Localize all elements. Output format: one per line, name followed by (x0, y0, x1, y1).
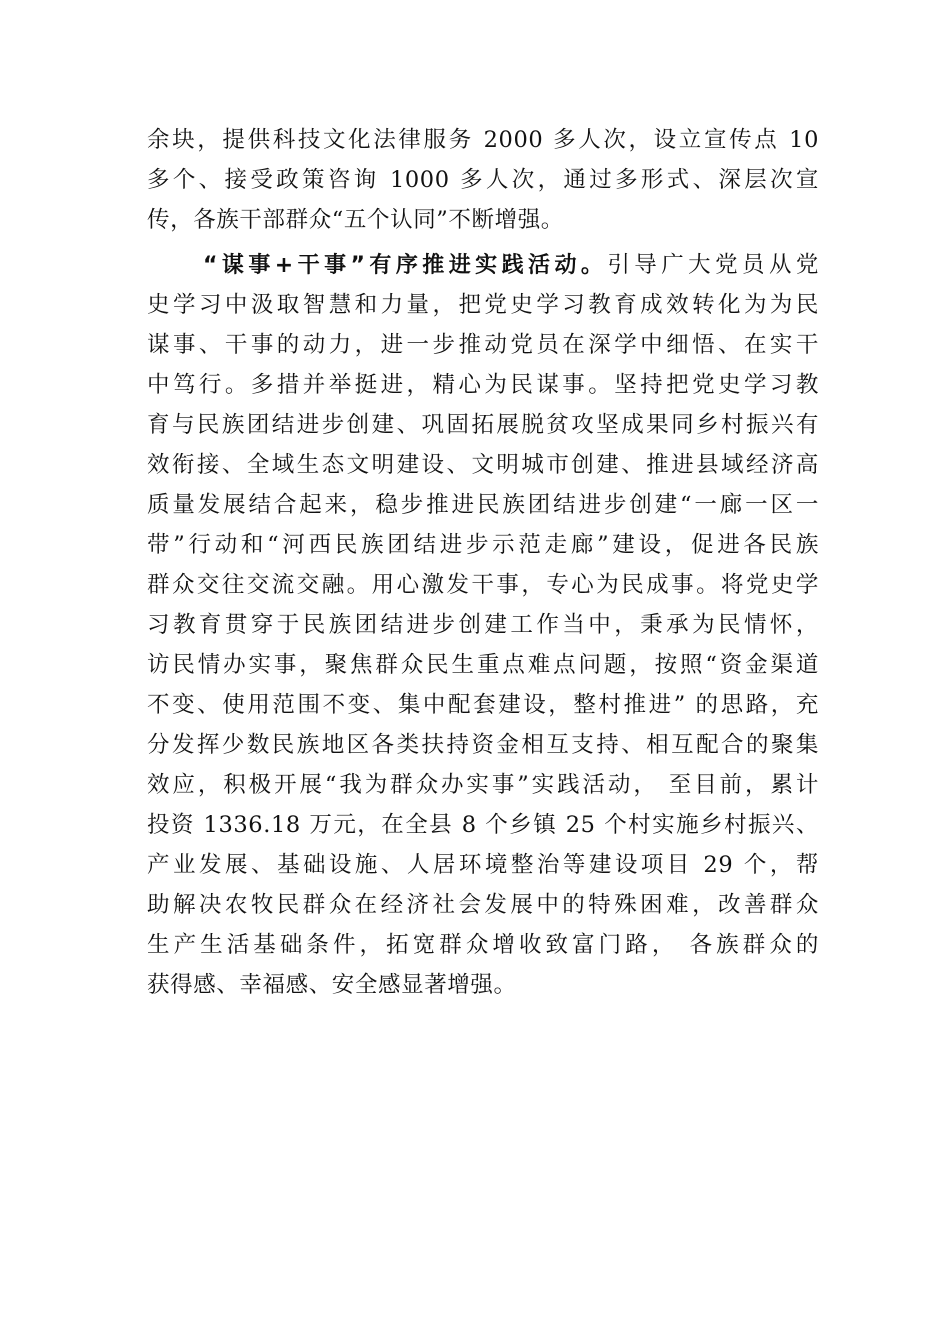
paragraph-2-line: 生产生活基础条件，拓宽群众增收致富门路， 各族群众的 (147, 932, 819, 958)
paragraph-2-line: 群众交往交流交融。用心激发干事，专心为民成事。将党史学 (147, 572, 819, 598)
paragraph-2-line: 不变、使用范围不变、集中配套建设，整村推进” 的思路，充 (147, 692, 819, 718)
paragraph-1-line: 余块，提供科技文化法律服务 2000 多人次，设立宣传点 10 (147, 127, 819, 153)
paragraph-2-line: 带”行动和“河西民族团结进步示范走廊”建设，促进各民族 (147, 532, 819, 558)
paragraph-2-line: 效应，积极开展“我为群众办实事”实践活动， 至目前，累计 (147, 772, 819, 798)
paragraph-2-line: 助解决农牧民群众在经济社会发展中的特殊困难，改善群众 (147, 892, 819, 918)
paragraph-2-first-line (147, 245, 819, 285)
paragraph-1-line: 多个、接受政策咨询 1000 多人次，通过多形式、深层次宣 (147, 167, 819, 193)
paragraph-2-last-line: 获得感、幸福感、安全感显著增强。 (147, 972, 517, 998)
paragraph-2-line: 访民情办实事，聚焦群众民生重点难点问题，按照“资金渠道 (147, 652, 819, 678)
paragraph-2-line: 产业发展、基础设施、人居环境整治等建设项目 29 个，帮 (147, 852, 819, 878)
paragraph-2-line: 育与民族团结进步创建、巩固拓展脱贫攻坚成果同乡村振兴有 (147, 412, 819, 438)
paragraph-2 (147, 245, 819, 1005)
paragraph-2-line: 中笃行。多措并举挺进，精心为民谋事。坚持把党史学习教 (147, 372, 819, 398)
paragraph-2-line: 效衔接、全域生态文明建设、文明城市创建、推进县域经济高 (147, 452, 819, 478)
paragraph-2-first-line-text: 引导广大党员从党 (607, 252, 819, 278)
paragraph-2-line: 分发挥少数民族地区各类扶持资金相互支持、相互配合的聚集 (147, 732, 819, 758)
section-heading: “谋事+干事”有序推进实践活动。 (203, 253, 608, 278)
paragraph-2-line: 习教育贯穿于民族团结进步创建工作当中，秉承为民情怀， (147, 612, 819, 638)
paragraph-1-line: 传，各族干部群众“五个认同”不断增强。 (147, 207, 564, 233)
paragraph-2-line: 质量发展结合起来，稳步推进民族团结进步创建“一廊一区一 (147, 492, 819, 518)
paragraph-2-line: 投资 1336.18 万元，在全县 8 个乡镇 25 个村实施乡村振兴、 (147, 812, 819, 838)
paragraph-2-line: 史学习中汲取智慧和力量，把党史学习教育成效转化为为民 (147, 292, 819, 318)
paragraph-1 (147, 120, 819, 240)
paragraph-2-line: 谋事、干事的动力，进一步推动党员在深学中细悟、在实干 (147, 332, 819, 358)
